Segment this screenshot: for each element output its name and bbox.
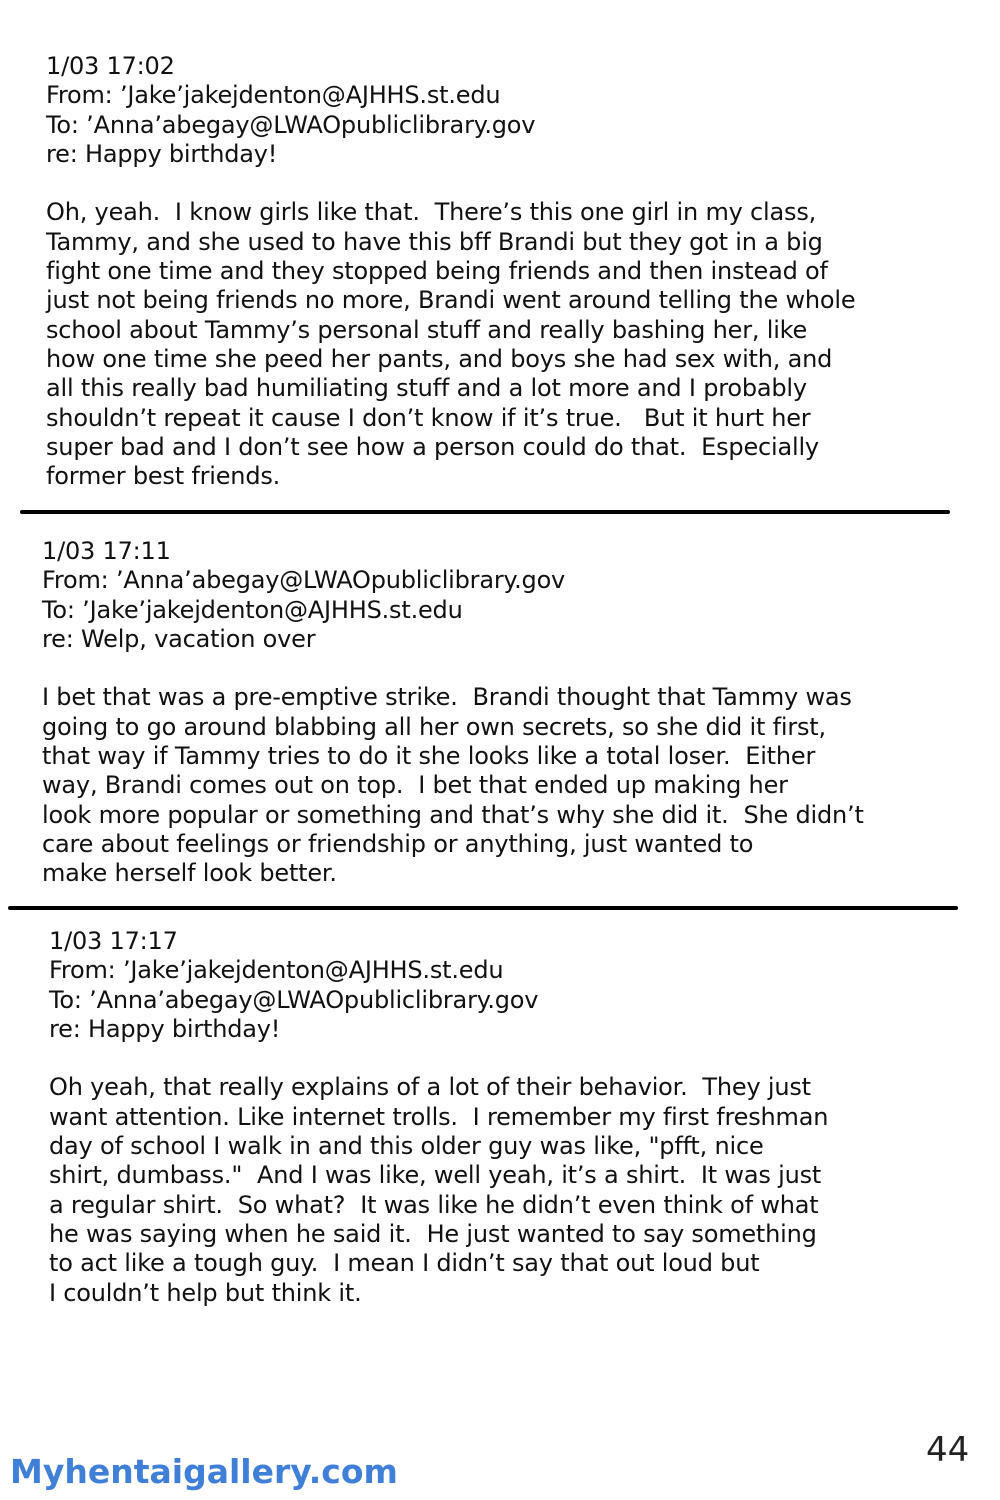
email-body-line: shirt, dumbass." And I was like, well yeah, it’s a shirt. It was just [49,1161,822,1190]
email-spacer [46,169,855,198]
email-message-2 [42,537,864,889]
email-body-line: Tammy, and she used to have this bff Brandi but they got in a big [46,227,823,256]
email-body-line: Oh, yeah. I know girls like that. There’s this one girl in my class, [46,198,817,227]
email-body-line: want attention. Like internet trolls. I remember my first freshman [49,1102,829,1131]
email-body-line: a regular shirt. So what? It was like he didn’t even think of what [49,1190,819,1219]
email-body-line: former best friends. [46,462,281,491]
email-timestamp: 1/03 17:11 [42,537,171,565]
email-timestamp: 1/03 17:02 [46,52,175,80]
email-to: To: ’Jake’jakejdenton@AJHHS.st.edu [42,595,463,624]
email-body-line: look more popular or something and that’s why she did it. She didn’t [42,800,864,829]
email-from: From: ’Jake’jakejdenton@AJHHS.st.edu [46,81,501,110]
section-divider [20,510,950,514]
email-body-line: I bet that was a pre-emptive strike. Brandi thought that Tammy was [42,683,852,712]
email-subject: re: Happy birthday! [46,139,278,168]
email-from: From: ’Jake’jakejdenton@AJHHS.st.edu [49,956,504,985]
email-body-line: how one time she peed her pants, and boys she had sex with, and [46,344,833,373]
email-to: To: ’Anna’abegay@LWAOpubliclibrary.gov [49,985,539,1014]
email-timestamp: 1/03 17:17 [49,927,178,955]
email-subject: re: Happy birthday! [49,1014,281,1043]
email-body-line: just not being friends no more, Brandi went around telling the whole [46,286,856,315]
email-body-line: shouldn’t repeat it cause I don’t know if it’s true. But it hurt her [46,403,811,432]
section-divider [8,906,958,910]
email-body-line: super bad and I don’t see how a person could do that. Especially [46,432,819,461]
email-subject: re: Welp, vacation over [42,624,316,653]
email-body-line: he was saying when he said it. He just wanted to say something [49,1219,817,1248]
email-body-line: way, Brandi comes out on top. I bet that ended up making her [42,771,788,800]
page-number: 44 [926,1430,970,1470]
email-spacer [49,1044,828,1073]
email-body-line: to act like a tough guy. I mean I didn’t say that out loud but [49,1249,760,1278]
email-body-line: day of school I walk in and this older guy was like, "pfft, nice [49,1132,764,1161]
email-to: To: ’Anna’abegay@LWAOpubliclibrary.gov [46,110,536,139]
email-from: From: ’Anna’abegay@LWAOpubliclibrary.gov [42,566,566,595]
email-message-1 [46,52,855,491]
email-spacer [42,654,864,683]
email-body-line: school about Tammy’s personal stuff and really bashing her, like [46,315,808,344]
email-body-line: going to go around blabbing all her own secrets, so she did it first, [42,712,826,741]
email-body-line: care about feelings or friendship or anything, just wanted to [42,829,754,858]
email-body-line: make herself look better. [42,859,337,888]
email-body-line: I couldn’t help but think it. [49,1278,362,1307]
email-body-line: that way if Tammy tries to do it she looks like a total loser. Either [42,742,816,771]
email-message-3 [49,927,828,1308]
email-body-line: fight one time and they stopped being friends and then instead of [46,257,828,286]
email-body-line: all this really bad humiliating stuff and a lot more and I probably [46,374,807,403]
site-watermark: Myhentaigallery.com [10,1452,398,1491]
email-body-line: Oh yeah, that really explains of a lot of their behavior. They just [49,1073,811,1102]
